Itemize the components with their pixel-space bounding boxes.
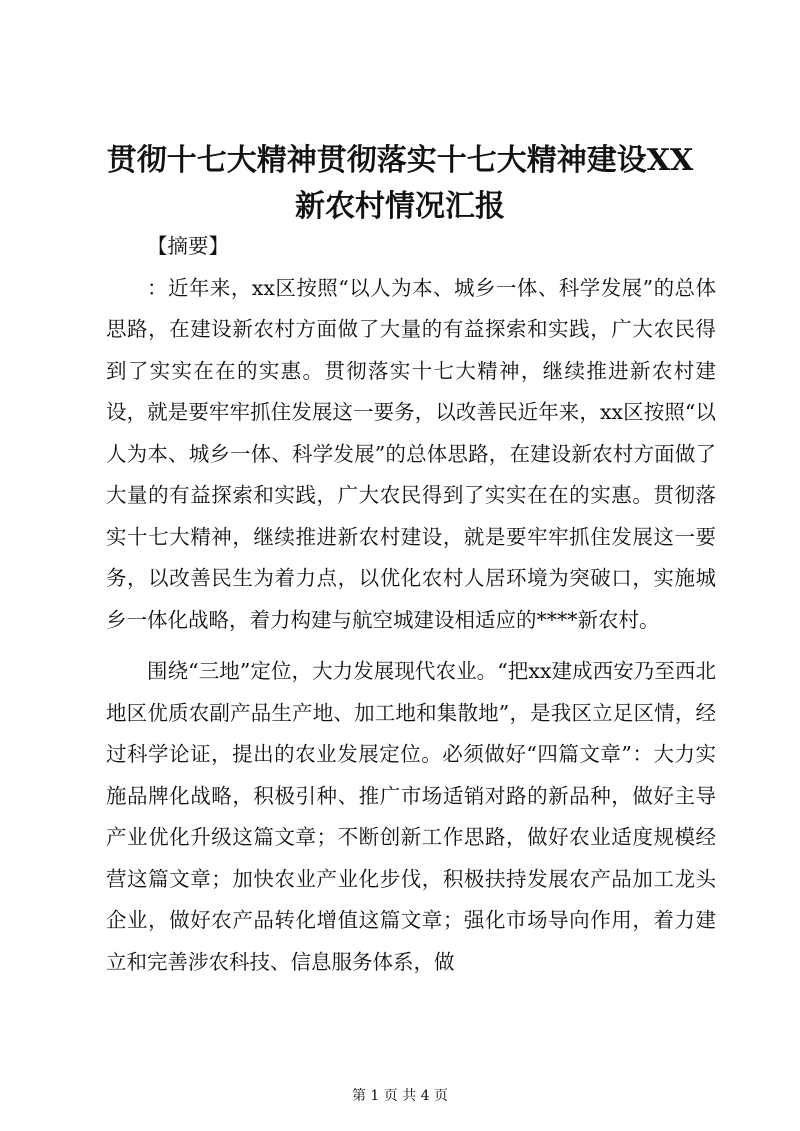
page-footer: 第 1 页 共 4 页 [351, 1088, 449, 1104]
paragraph-1: ：近年来，xx区按照“以人为本、城乡一体、科学发展”的总体思路，在建设新农村方面做了大量的有益探索和实践，广大农民得到了实实在在的实惠。贯彻落实十七大精神，继续推进新农村建设，就是要牢牢抓住发展这一要务，以改善民近年来，xx区按照“以人为本、城乡一体、科学发展”的总体思路，在建设新农村方面做了大量的有益探索和实践，广大农民得到了实实在在的实惠。贯彻落实十七大精神，继续推进新农村建设，就是要牢牢抓住发展这一要务，以改善民生为着力点，以优化农村人居环境为突破口，实施城乡一体化战略，着力构建与航空城建设相适应的****新农村。 [106, 275, 716, 632]
document-title [100, 138, 700, 230]
document-body [106, 226, 716, 983]
title-line-2: 新农村情况汇报 [295, 189, 505, 224]
abstract-label: 【摘要】 [147, 234, 229, 258]
title-line-1: 贯彻十七大精神贯彻落实十七大精神建设XX [106, 143, 694, 178]
paragraph-2: 围绕“三地”定位，大力发展现代农业。“把xx建成西安乃至西北地区优质农副产品生产地、加工地和集散地”，是我区立足区情，经过科学论证，提出的农业发展定位。必须做好“四篇文章”：大力实施品牌化战略，积极引种、推广市场适销对路的新品种，做好主导产业优化升级这篇文章；不断创新工作思路，做好农业适度规模经营这篇文章；加快农业产业化步伐，积极扶持发展农产品加工龙头企业，做好农产品转化增值这篇文章；强化市场导向作用，着力建立和完善涉农科技、信息服务体系，做 [106, 659, 716, 974]
